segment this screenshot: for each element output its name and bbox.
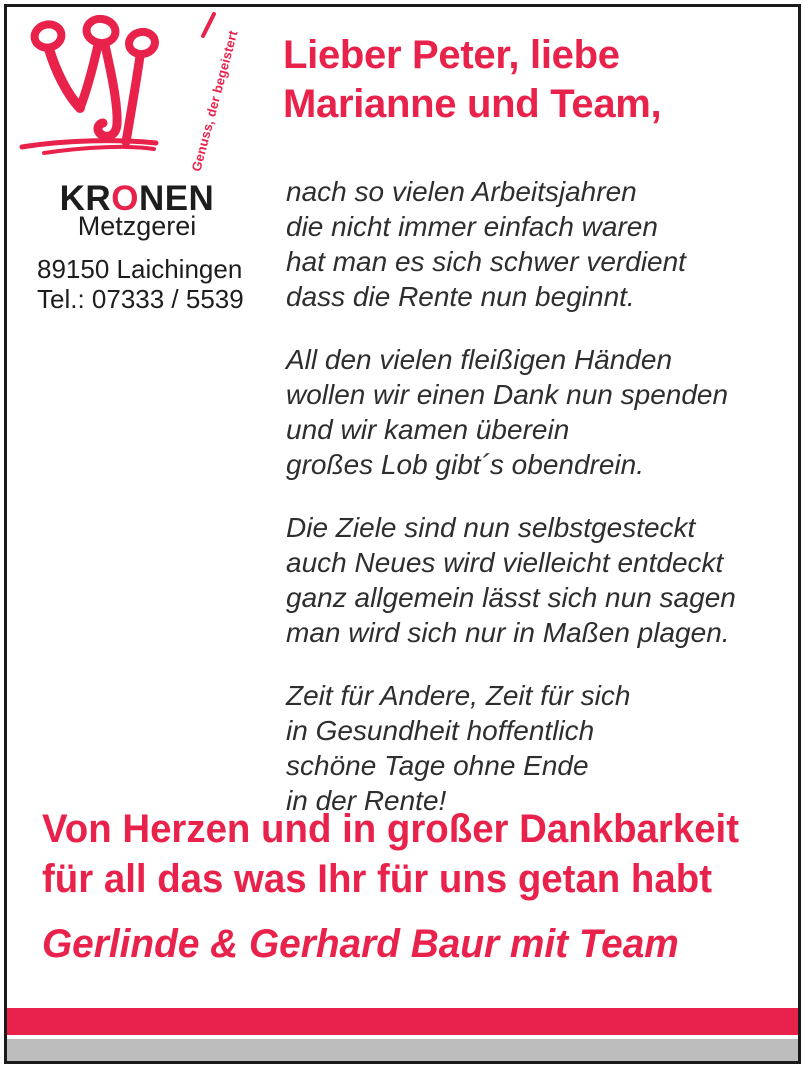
poem-line: dass die Rente nun beginnt. (286, 281, 635, 312)
signature: Gerlinde & Gerhard Baur mit Team (42, 922, 679, 966)
poem-line: Zeit für Andere, Zeit für sich (286, 680, 631, 711)
poem-line: All den vielen fleißigen Händen (286, 344, 673, 375)
poem (286, 152, 766, 846)
poem-line: in Gesundheit hoffentlich (286, 715, 595, 746)
poem-line: hat man es sich schwer verdient (286, 246, 686, 277)
closing-line2: für all das was Ihr für uns getan habt (42, 857, 712, 901)
crown-logo-icon (0, 0, 280, 200)
headline-line1: Lieber Peter, liebe (283, 33, 620, 77)
brand-nen: NEN (138, 179, 215, 218)
brand-kr: KR (59, 179, 112, 218)
poem-line: Die Ziele sind nun selbstgesteckt (286, 512, 696, 543)
contact-info (37, 254, 244, 314)
poem-line: nach so vielen Arbeitsjahren (286, 176, 637, 207)
closing-line1: Von Herzen und in großer Dankbarkeit (42, 807, 740, 851)
poem-line: schöne Tage ohne Ende (286, 750, 589, 781)
poem-line: und wir kamen überein (286, 414, 570, 445)
contact-address: 89150 Laichingen (37, 254, 243, 284)
logo-tagline: Genuss, der begeistert (188, 28, 241, 173)
closing-thanks (42, 804, 739, 904)
poem-line: die nicht immer einfach waren (286, 211, 658, 242)
poem-line: ganz allgemein lässt sich nun sagen (286, 582, 736, 613)
poem-line: großes Lob gibt´s obendrein. (286, 449, 644, 480)
headline (283, 31, 661, 129)
gray-stripe (7, 1039, 798, 1061)
poem-line: man wird sich nur in Maßen plagen. (286, 617, 730, 648)
brand-red-o: O (111, 179, 139, 218)
poem-line: auch Neues wird vielleicht entdeckt (286, 547, 724, 578)
headline-line2: Marianne und Team, (283, 82, 662, 126)
red-stripe (7, 1008, 798, 1035)
contact-phone: Tel.: 07333 / 5539 (37, 284, 244, 314)
poem-line: in der Rente! (286, 785, 447, 816)
brand-subtitle: Metzgerei (77, 211, 197, 241)
poem-line: wollen wir einen Dank nun spenden (286, 379, 729, 410)
